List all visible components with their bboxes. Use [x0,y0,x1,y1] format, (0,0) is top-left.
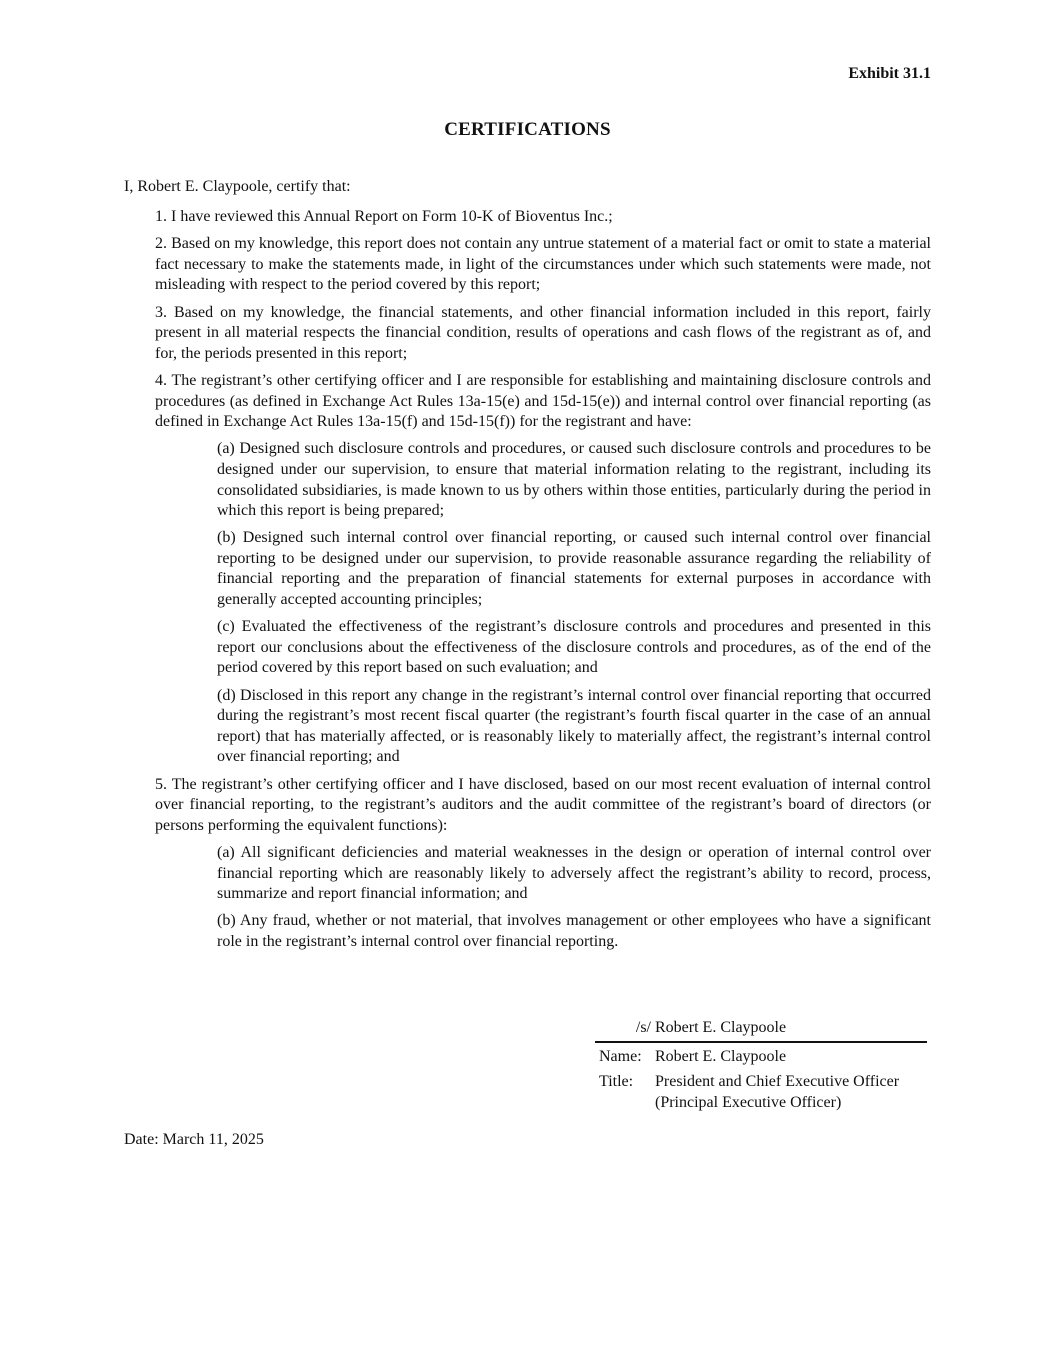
paragraph-3: 3. Based on my knowledge, the financial statements, and other financial information included in this report, fairly present in all material respects the financial condition, results of operations and cash flows of the registrant as of, and for, the periods presented in this report; [155,303,931,362]
paragraph-5a: (a) All significant deficiencies and material weaknesses in the design or operation of internal control over financial reporting which are reasonably likely to adversely affect the registrant’s ability to record, process, summarize and report financial information; and [217,843,931,903]
name-label: Name: [599,1047,642,1065]
signature-prefix: /s/ [635,1019,651,1036]
page-title: CERTIFICATIONS [444,119,611,140]
certification-body [155,207,931,959]
signature-block [595,1018,927,1113]
exhibit-label: Exhibit 31.1 [848,65,931,82]
signature-line [595,1018,927,1043]
signature-title-row [595,1072,927,1113]
paragraph-4d: (d) Disclosed in this report any change in the registrant’s internal control over financial reporting that occurred during the registrant’s most recent fiscal quarter (the registrant’s fourth fiscal quarter in the case of an annual report) that has materially affected, or is reasonably likely to materially affect, the registrant’s internal control over financial reporting; and [217,686,931,766]
paragraph-4c: (c) Evaluated the effectiveness of the registrant’s disclosure controls and procedures and presented in this report our conclusions about the effectiveness of the disclosure controls and procedures, as of the end of the period covered by this report based on such evaluation; and [217,618,931,677]
paragraph-1: 1. I have reviewed this Annual Report on Form 10-K of Bioventus Inc.; [155,208,613,225]
paragraph-4b: (b) Designed such internal control over financial reporting, or caused such internal control over financial reporting to be designed under our supervision, to provide reasonable assurance regarding the reliability of financial reporting and the preparation of financial statements for external purposes in accordance with generally accepted accounting principles; [217,529,931,609]
title-label: Title: [599,1073,634,1091]
signature-value: Robert E. Claypoole [655,1019,787,1036]
paragraph-4: 4. The registrant’s other certifying officer and I are responsible for establishing and maintaining disclosure controls and procedures (as defined in Exchange Act Rules 13a-15(e) and 15d-15(e)) and internal control over financial reporting (as defined in Exchange Act Rules 13a-15(f) and 15d-15(f)) for the registrant and have: [155,371,931,431]
signature-name-row [595,1047,927,1068]
title-line-2: (Principal Executive Officer) [655,1093,842,1111]
title-value [655,1072,927,1113]
name-value: Robert E. Claypoole [655,1047,787,1065]
signature-date: Date: March 11, 2025 [124,1131,264,1148]
intro-statement: I, Robert E. Claypoole, certify that: [124,178,351,195]
paragraph-2: 2. Based on my knowledge, this report does not contain any untrue statement of a material fact or omit to state a material fact necessary to make the statements made, in light of the circumstances under which such statements were made, not misleading with respect to the period covered by this report; [155,235,931,294]
paragraph-5b: (b) Any fraud, whether or not material, that involves management or other employees who have a significant role in the registrant’s internal control over financial reporting. [217,912,931,950]
paragraph-4a: (a) Designed such disclosure controls and procedures, or caused such disclosure controls and procedures to be designed under our supervision, to ensure that material information relating to the registrant, including its consolidated subsidiaries, is made known to us by others within those entities, particularly during the period in which this report is being prepared; [217,440,931,520]
title-line-1: President and Chief Executive Officer [655,1073,900,1091]
paragraph-5: 5. The registrant’s other certifying officer and I have disclosed, based on our most recent evaluation of internal control over financial reporting, to the registrant’s auditors and the audit committee of the registrant’s board of directors (or persons performing the equivalent functions): [155,775,931,834]
